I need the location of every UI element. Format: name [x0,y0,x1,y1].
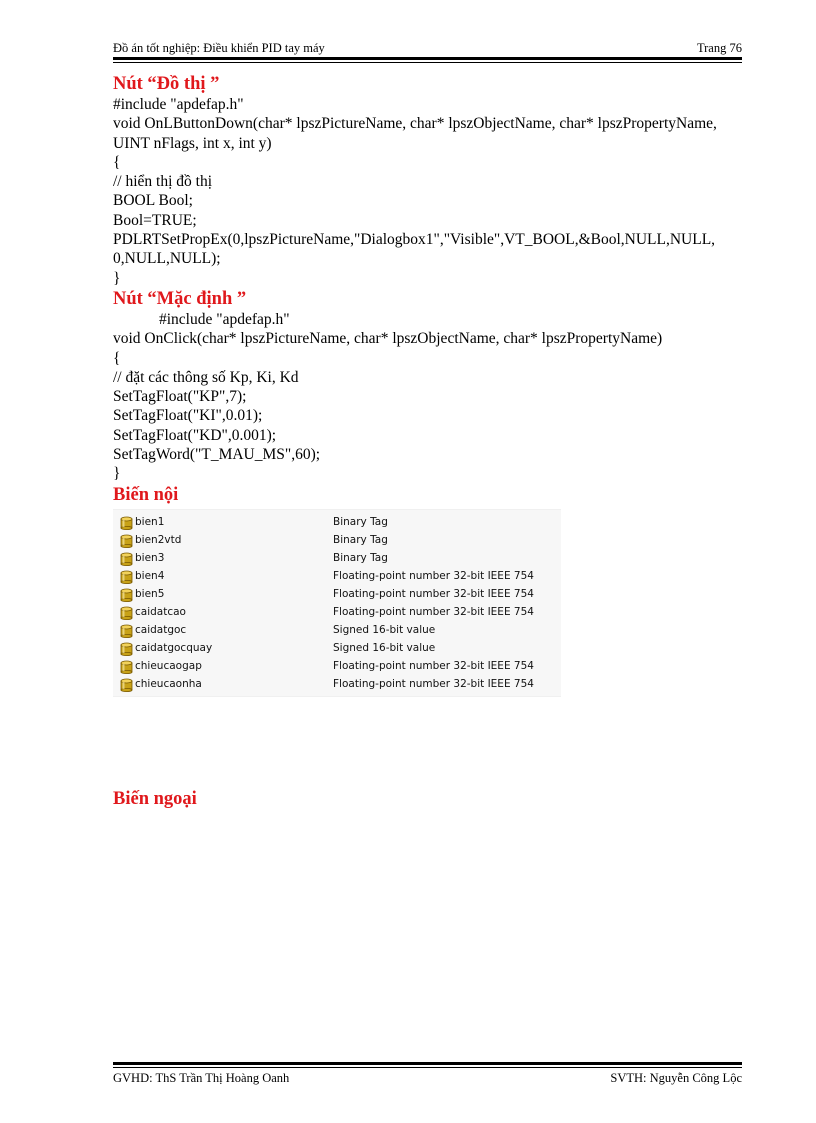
code-line: Bool=TRUE; [113,211,197,229]
code-line: SetTagWord("T_MAU_MS",60); [113,446,321,464]
code-line: { [113,153,121,171]
code-line: #include "apdefap.h" [159,310,290,328]
tag-cylinder-icon [119,678,134,692]
tag-cylinder-icon [119,516,134,530]
tag-name: bien2vtd [135,533,182,546]
tag-type: Signed 16-bit value [333,623,436,636]
tag-list-screenshot [113,509,561,697]
tag-row[interactable] [113,658,561,676]
heading-internal-vars: Biến nội [113,484,179,505]
tag-name: bien5 [135,587,165,600]
footer-rule-thick [113,1062,742,1065]
heading-graph-button: Nút “Đồ thị ” [113,74,220,94]
code-line: } [113,465,121,483]
tag-row[interactable] [113,532,561,550]
tag-cylinder-icon [119,588,134,602]
tag-cylinder-icon [119,624,134,638]
tag-row[interactable] [113,622,561,640]
code-line: void OnClick(char* lpszPictureName, char* lpszObjectName, char* lpszPropertyName) [113,330,663,348]
tag-type: Floating-point number 32-bit IEEE 754 [333,569,534,582]
tag-cylinder-icon [119,552,134,566]
code-line: void OnLButtonDown(char* lpszPictureName, char* lpszObjectName, char* lpszPropertyName, [113,115,717,133]
code-default-button [113,310,742,484]
tag-name: caidatgocquay [135,641,213,654]
code-line: { [113,349,121,367]
tag-name: chieucaonha [135,677,202,690]
page-content [113,73,742,810]
code-line: // đặt các thông số Kp, Ki, Kd [113,368,299,386]
tag-row[interactable] [113,640,561,658]
footer-advisor: GVHD: ThS Trần Thị Hoàng Oanh [113,1071,290,1085]
tag-type: Signed 16-bit value [333,641,436,654]
code-line: PDLRTSetPropEx(0,lpszPictureName,"Dialogbox1","Visible",VT_BOOL,&Bool,NULL,NULL, [113,231,716,249]
code-line: // hiển thị đồ thị [113,173,213,191]
tag-name: bien3 [135,551,165,564]
header-rule-thin [113,62,742,63]
code-line: UINT nFlags, int x, int y) [113,134,272,152]
tag-type: Floating-point number 32-bit IEEE 754 [333,677,534,690]
footer-rule-thin [113,1067,742,1068]
footer-student: SVTH: Nguyễn Công Lộc [610,1071,742,1085]
tag-row[interactable] [113,676,561,694]
code-line: SetTagFloat("KD",0.001); [113,426,277,444]
page-footer [113,1070,742,1086]
tag-cylinder-icon [119,606,134,620]
code-line: } [113,269,121,287]
tag-cylinder-icon [119,534,134,548]
header-page-number: Trang 76 [696,41,742,55]
tag-name: chieucaogap [135,659,202,672]
tag-type: Binary Tag [333,551,388,564]
heading-default-button: Nút “Mặc định ” [113,288,247,309]
tag-cylinder-icon [119,642,134,656]
tag-type: Floating-point number 32-bit IEEE 754 [333,605,534,618]
code-graph-button [113,95,742,288]
tag-type: Floating-point number 32-bit IEEE 754 [333,587,534,600]
header-rule-thick [113,57,742,60]
tag-name: bien1 [135,515,165,528]
tag-type: Binary Tag [333,515,388,528]
header-title: Đồ án tốt nghiệp: Điều khiển PID tay máy [113,41,325,55]
tag-type: Floating-point number 32-bit IEEE 754 [333,659,534,672]
code-line: 0,NULL,NULL); [113,250,221,268]
heading-external-vars: Biến ngoại [113,788,197,809]
code-line: BOOL Bool; [113,192,193,210]
code-line: SetTagFloat("KP",7); [113,388,247,406]
tag-row[interactable] [113,514,561,532]
page-header [113,40,742,56]
tag-name: bien4 [135,569,165,582]
tag-row[interactable] [113,550,561,568]
tag-cylinder-icon [119,570,134,584]
tag-row[interactable] [113,586,561,604]
tag-name: caidatgoc [135,623,187,636]
code-line: SetTagFloat("KI",0.01); [113,407,263,425]
tag-type: Binary Tag [333,533,388,546]
tag-row[interactable] [113,568,561,586]
tag-cylinder-icon [119,660,134,674]
code-line: #include "apdefap.h" [113,96,244,113]
tag-name: caidatcao [135,605,186,618]
tag-row[interactable] [113,604,561,622]
